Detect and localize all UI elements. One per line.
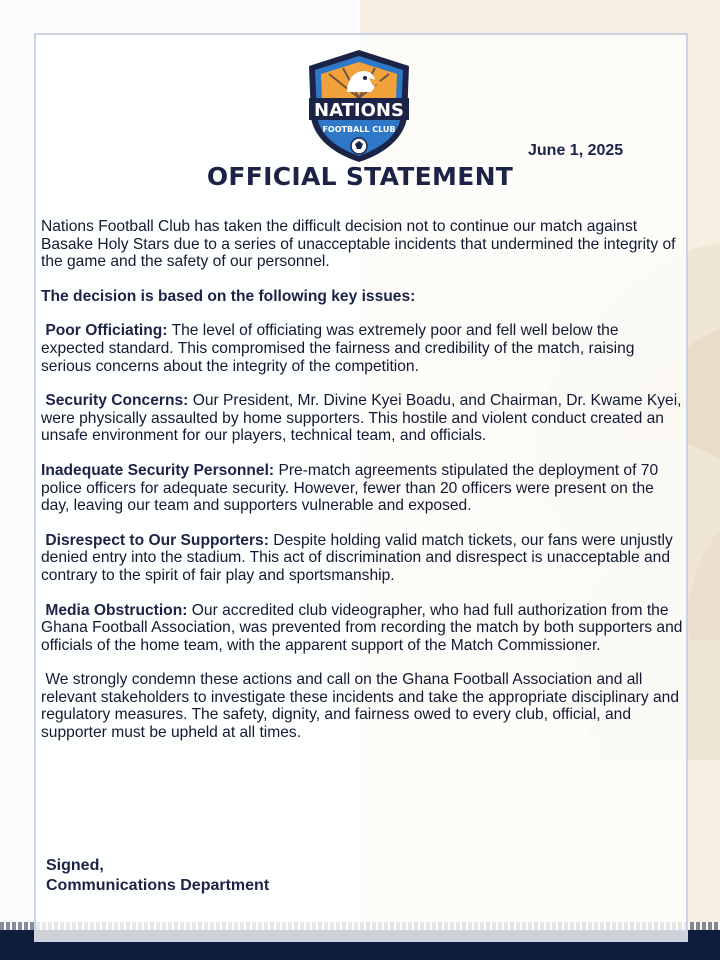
issue-paragraph: [41, 392, 685, 445]
issue-text: The level of officiating was extremely poor and fell well below the expected standard. This compromised the fairness and credibility of the match, raising serious concerns about the integrity of the competition.: [41, 322, 635, 375]
issue-text: Our accredited club videographer, who had full authorization from the Ghana Football Association, was prevented from recording the match by both supporters and officials of the home team, with the apparent support of the Match Commissioner.: [41, 601, 683, 654]
issue-heading: Disrespect to Our Supporters:: [45, 531, 269, 549]
issue-heading: Inadequate Security Personnel:: [41, 461, 275, 479]
signed-label: Signed,: [46, 857, 104, 874]
intro-paragraph: Nations Football Club has taken the difficult decision not to continue our match against Basake Holy Stars due to a series of unacceptable incidents that undermined the integrity of the game and the safety of our personnel.: [41, 218, 676, 271]
issues-heading: The decision is based on the following key issues:: [41, 287, 416, 305]
issue-text: Pre-match agreements stipulated the deployment of 70 police officers for adequate security. However, fewer than 20 officers were present on the day, leaving our team and supporters vulnerable and exposed.: [41, 461, 659, 515]
statement-date: June 1, 2025: [528, 142, 624, 159]
issue-paragraph: [41, 462, 685, 515]
signature-block: [46, 856, 269, 896]
logo-subtext: FOOTBALL CLUB: [322, 125, 396, 134]
issue-heading: Poor Officiating:: [45, 322, 168, 340]
issue-text: Our President, Mr. Divine Kyei Boadu, and Chairman, Dr. Kwame Kyei, were physically assaulted by home supporters. This hostile and violent conduct created an unsafe environment for our players, technical team, and officials.: [41, 392, 682, 445]
issue-heading: Media Obstruction:: [45, 601, 188, 619]
closing-paragraph: We strongly condemn these actions and call on the Ghana Football Association and all relevant stakeholders to investigate these incidents and take the appropriate disciplinary and regulatory measures. The safety, dignity, and fairness owed to every club, official, and supporter must be upheld at all times.: [41, 671, 680, 742]
department-label: Communications Department: [46, 877, 270, 894]
logo-text: NATIONS: [314, 100, 404, 121]
statement-body: [41, 218, 685, 742]
issue-paragraph: [41, 602, 685, 655]
issue-paragraph: [41, 322, 685, 375]
issue-heading: Security Concerns:: [45, 392, 189, 410]
issue-paragraph: [41, 532, 685, 585]
page-title: OFFICIAL STATEMENT: [206, 162, 514, 191]
club-logo: [303, 48, 415, 164]
issue-text: Despite holding valid match tickets, our fans were unjustly denied entry into the stadium. This act of discrimination and disrespect is unacceptable and contrary to the spirit of fair play and sportsmanship.: [41, 531, 673, 584]
